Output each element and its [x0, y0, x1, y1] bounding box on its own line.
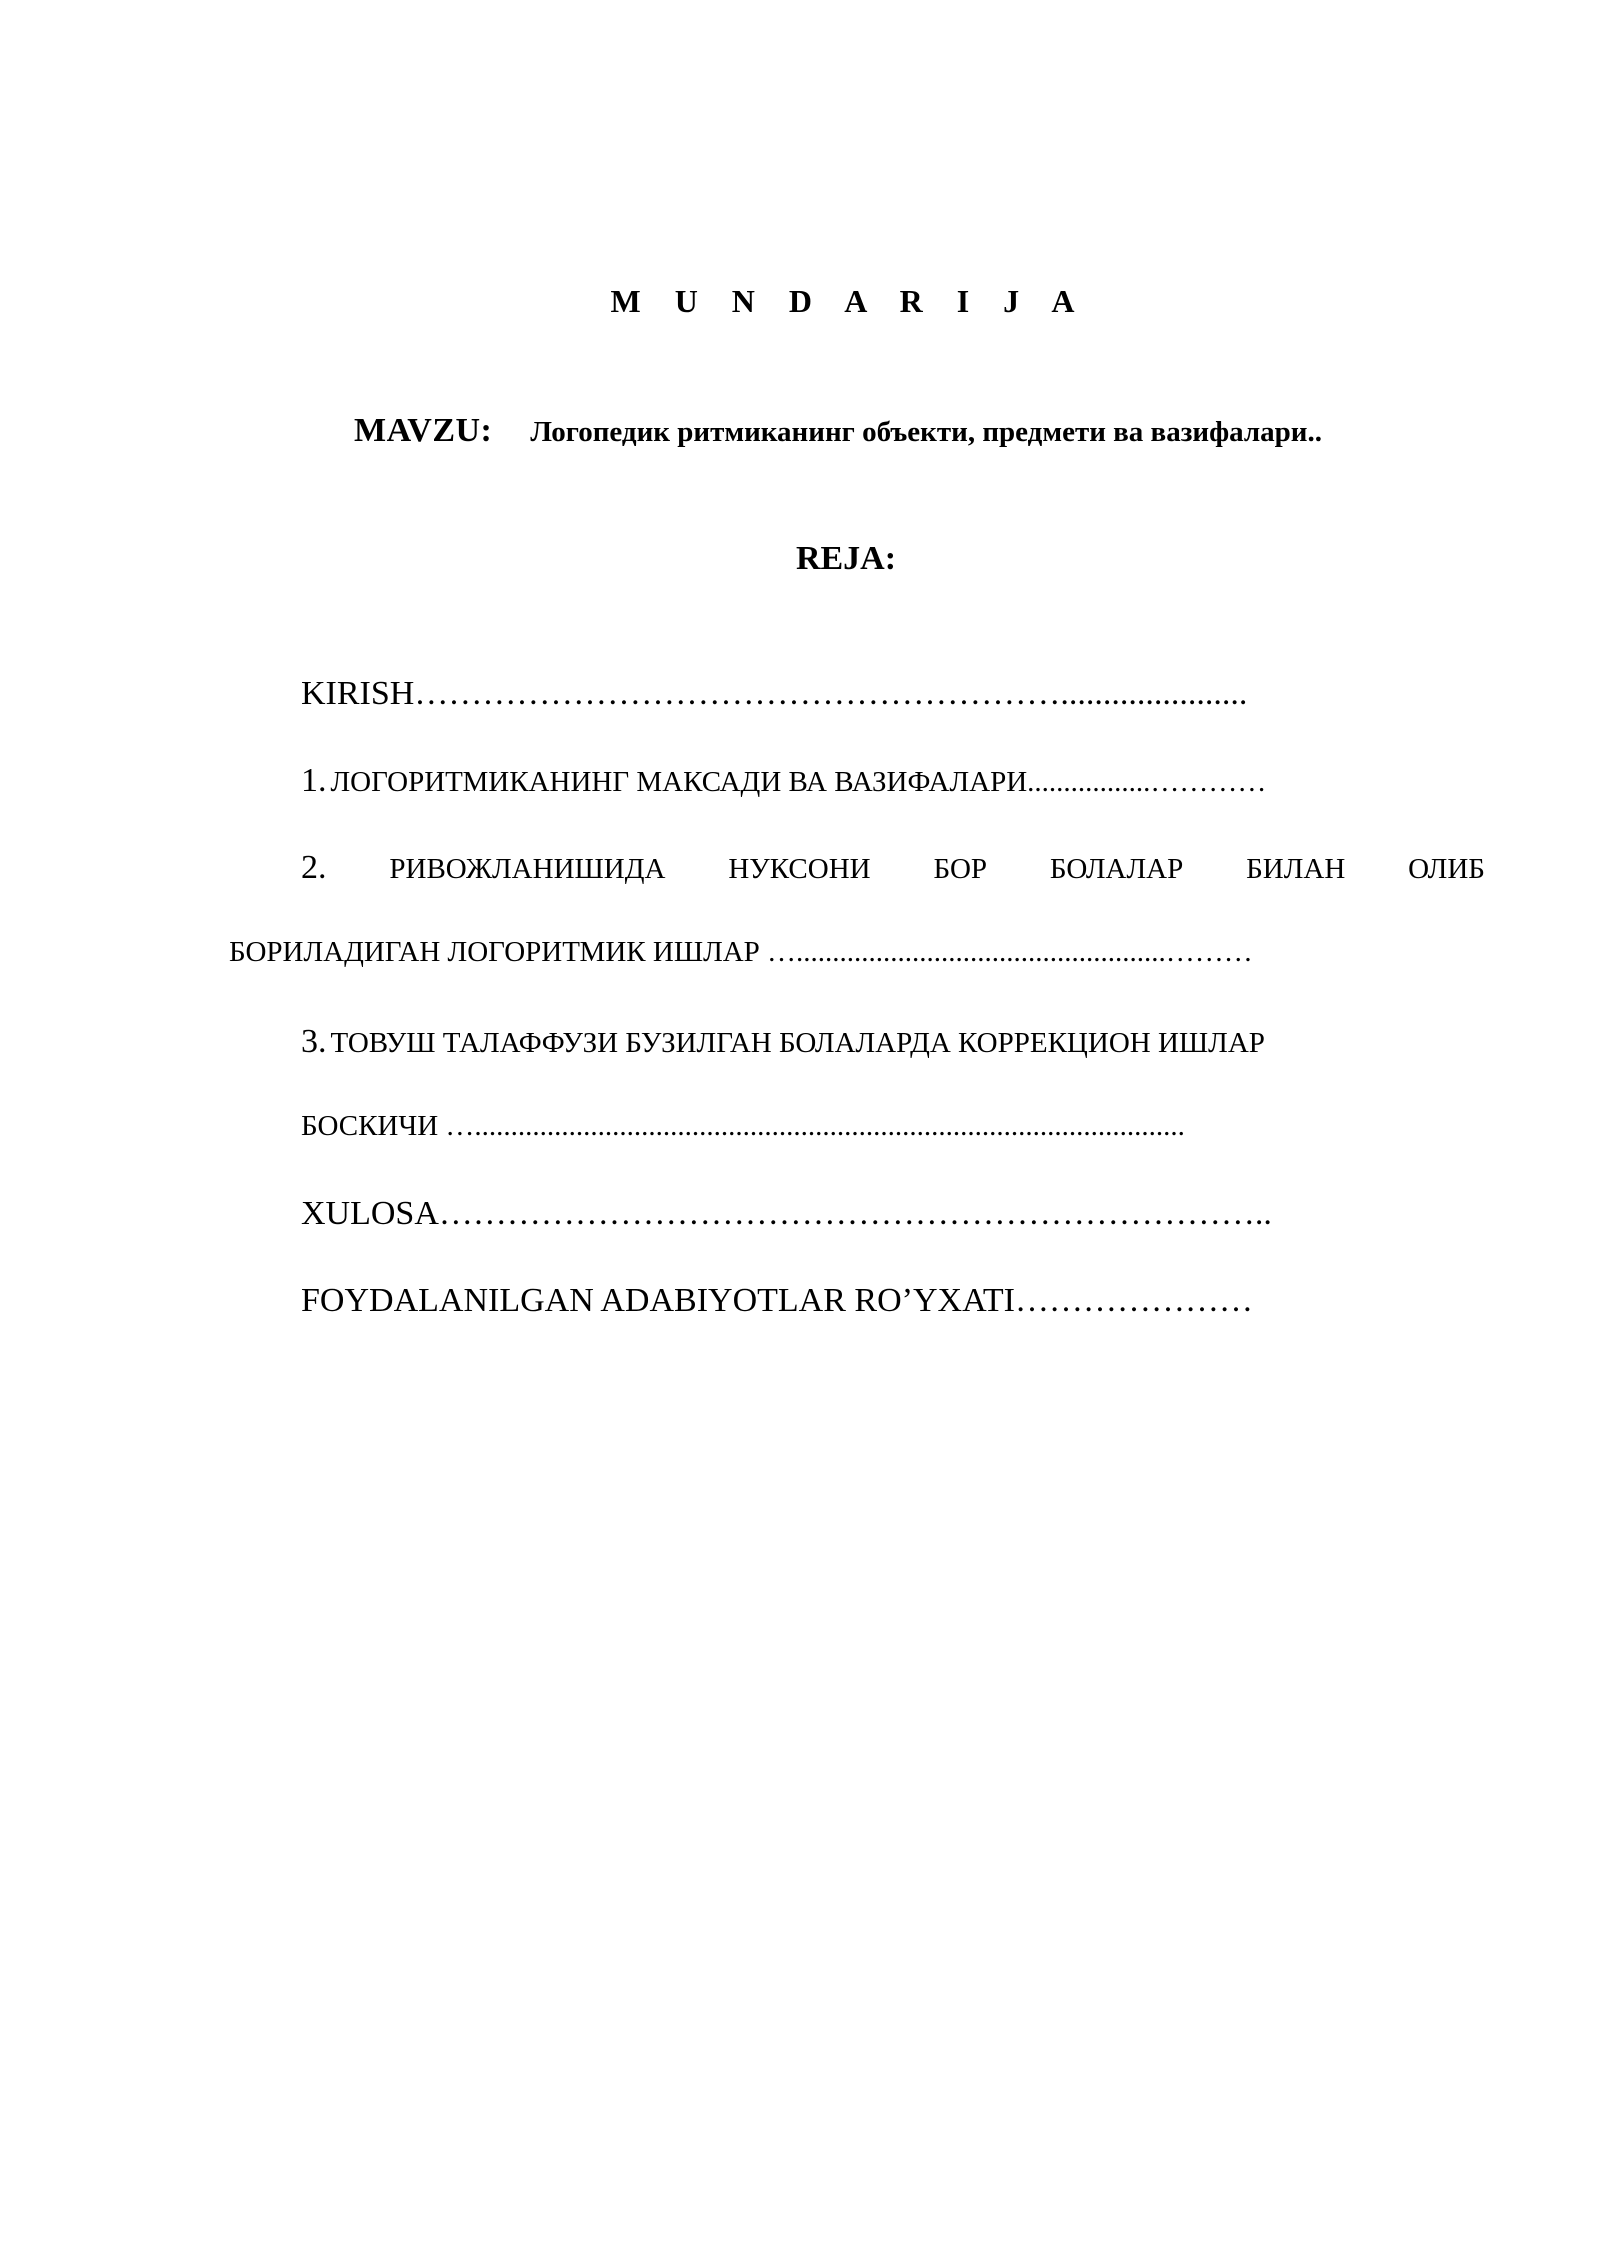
toc-entry-3 [301, 1025, 1265, 1059]
plan-heading: REJA: [795, 540, 897, 577]
toc-entry-2 [301, 851, 1485, 885]
toc-entry-2-number: 2. [301, 849, 327, 886]
toc-entry-intro: KIRISH…………………………………………………...................... [301, 675, 1248, 712]
toc-entry-2-word: БИЛАН [1246, 853, 1346, 885]
topic-label: MAVZU: [354, 412, 493, 449]
toc-entry-1-number: 1. [301, 762, 327, 799]
topic-line [354, 412, 1322, 450]
page-title: M U N D A R I J A [610, 283, 1088, 319]
toc-entry-3-number: 3. [301, 1023, 327, 1060]
toc-entry-2-word: ОЛИБ [1408, 853, 1485, 885]
toc-entry-3-continuation: БОСКИЧИ ….................................................................................................. [301, 1110, 1185, 1142]
toc-entry-2-word: БОР [933, 853, 988, 885]
toc-entry-3-text: ТОВУШ ТАЛАФФУЗИ БУЗИЛГАН БОЛАЛАРДА КОРРЕКЦИОН ИШЛАР [330, 1027, 1265, 1059]
toc-entry-conclusion: XULOSA……………………………………………………………….. [301, 1195, 1272, 1232]
toc-entry-1 [301, 764, 1266, 798]
topic-value: Логопедик ритмиканинг объекти, предмети ва вазифалари.. [530, 416, 1323, 448]
toc-entry-1-text: ЛОГОРИТМИКАНИНГ МАКСАДИ ВА ВАЗИФАЛАРИ.................………… [330, 766, 1267, 798]
toc-entry-2-word: РИВОЖЛАНИШИДА [389, 853, 666, 885]
toc-entry-2-continuation: БОРИЛАДИГАН ЛОГОРИТМИК ИШЛАР …...................................................……… [229, 936, 1253, 968]
toc-entry-2-word: НУКСОНИ [728, 853, 871, 885]
toc-entry-references: FOYDALANILGAN ADABIYOTLAR RO’YXATI………………… [301, 1282, 1253, 1319]
toc-entry-2-word: БОЛАЛАР [1049, 853, 1184, 885]
